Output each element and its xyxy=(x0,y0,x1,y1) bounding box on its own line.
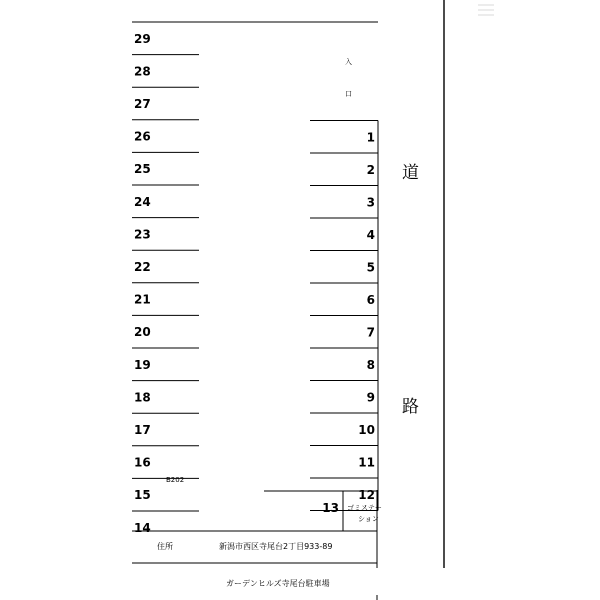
parking-space-15 xyxy=(132,488,199,511)
space-number-12: 12 xyxy=(358,487,375,502)
space-number-19: 19 xyxy=(134,357,151,372)
parking-space-18 xyxy=(132,390,199,413)
space-number-26: 26 xyxy=(134,129,151,144)
parking-space-24 xyxy=(132,195,199,218)
space-number-10: 10 xyxy=(358,422,375,437)
space-number-4: 4 xyxy=(366,227,375,242)
space-number-25: 25 xyxy=(134,162,151,177)
space-number-24: 24 xyxy=(134,194,151,209)
parking-space-16 xyxy=(132,456,199,479)
space-number-6: 6 xyxy=(366,292,375,307)
space-number-8: 8 xyxy=(366,357,375,372)
space-number-7: 7 xyxy=(366,325,375,340)
parking-space-29 xyxy=(132,32,199,55)
address-label: 住所 xyxy=(157,542,173,551)
space-number-28: 28 xyxy=(134,64,151,79)
space-number-17: 17 xyxy=(134,423,151,437)
parking-space-26 xyxy=(132,130,199,153)
space-number-11: 11 xyxy=(358,455,375,470)
entrance-label-2: 口 xyxy=(345,90,352,98)
left-parking-spaces xyxy=(132,32,199,535)
space-number-1: 1 xyxy=(366,130,375,145)
space-number-5: 5 xyxy=(366,260,375,275)
space-number-16: 16 xyxy=(134,455,151,470)
parking-space-28 xyxy=(132,64,199,87)
space-number-20: 20 xyxy=(134,325,151,340)
space-number-29: 29 xyxy=(134,31,151,46)
space-number-27: 27 xyxy=(134,97,151,111)
parking-space-17 xyxy=(132,423,199,446)
garbage-station-label-1: ゴミステー xyxy=(347,504,382,512)
parking-space-20 xyxy=(132,325,199,348)
menu-icon[interactable] xyxy=(478,5,494,15)
parking-space-21 xyxy=(132,293,199,316)
space-number-18: 18 xyxy=(134,390,151,405)
space-number-2: 2 xyxy=(366,162,375,177)
space-number-3: 3 xyxy=(366,195,375,210)
address-value: 新潟市西区寺尾台2丁目933-89 xyxy=(219,542,333,551)
right-parking-spaces xyxy=(310,121,378,511)
space-number-23: 23 xyxy=(134,227,151,242)
parking-space-27 xyxy=(132,97,199,120)
parking-space-19 xyxy=(132,358,199,381)
space-number-22: 22 xyxy=(134,260,151,274)
parking-space-14 xyxy=(134,521,151,535)
space-number-21: 21 xyxy=(134,292,151,307)
parking-space-22 xyxy=(132,260,199,283)
space-number-9: 9 xyxy=(366,390,375,405)
garbage-station-label-2: ション xyxy=(358,515,379,523)
space-number-13: 13 xyxy=(322,501,339,515)
road-label-2: 路 xyxy=(402,397,419,417)
entrance-label-1: 入 xyxy=(345,58,352,66)
road-label-1: 道 xyxy=(402,163,419,183)
space-15-note: B202 xyxy=(166,476,185,484)
diagram-caption: ガーデンヒルズ寺尾台駐車場 xyxy=(226,579,330,588)
parking-space-25 xyxy=(132,162,199,185)
space-number-14: 14 xyxy=(134,520,151,535)
parking-space-23 xyxy=(132,227,199,250)
address-row xyxy=(132,531,377,563)
space-number-15: 15 xyxy=(134,488,151,503)
